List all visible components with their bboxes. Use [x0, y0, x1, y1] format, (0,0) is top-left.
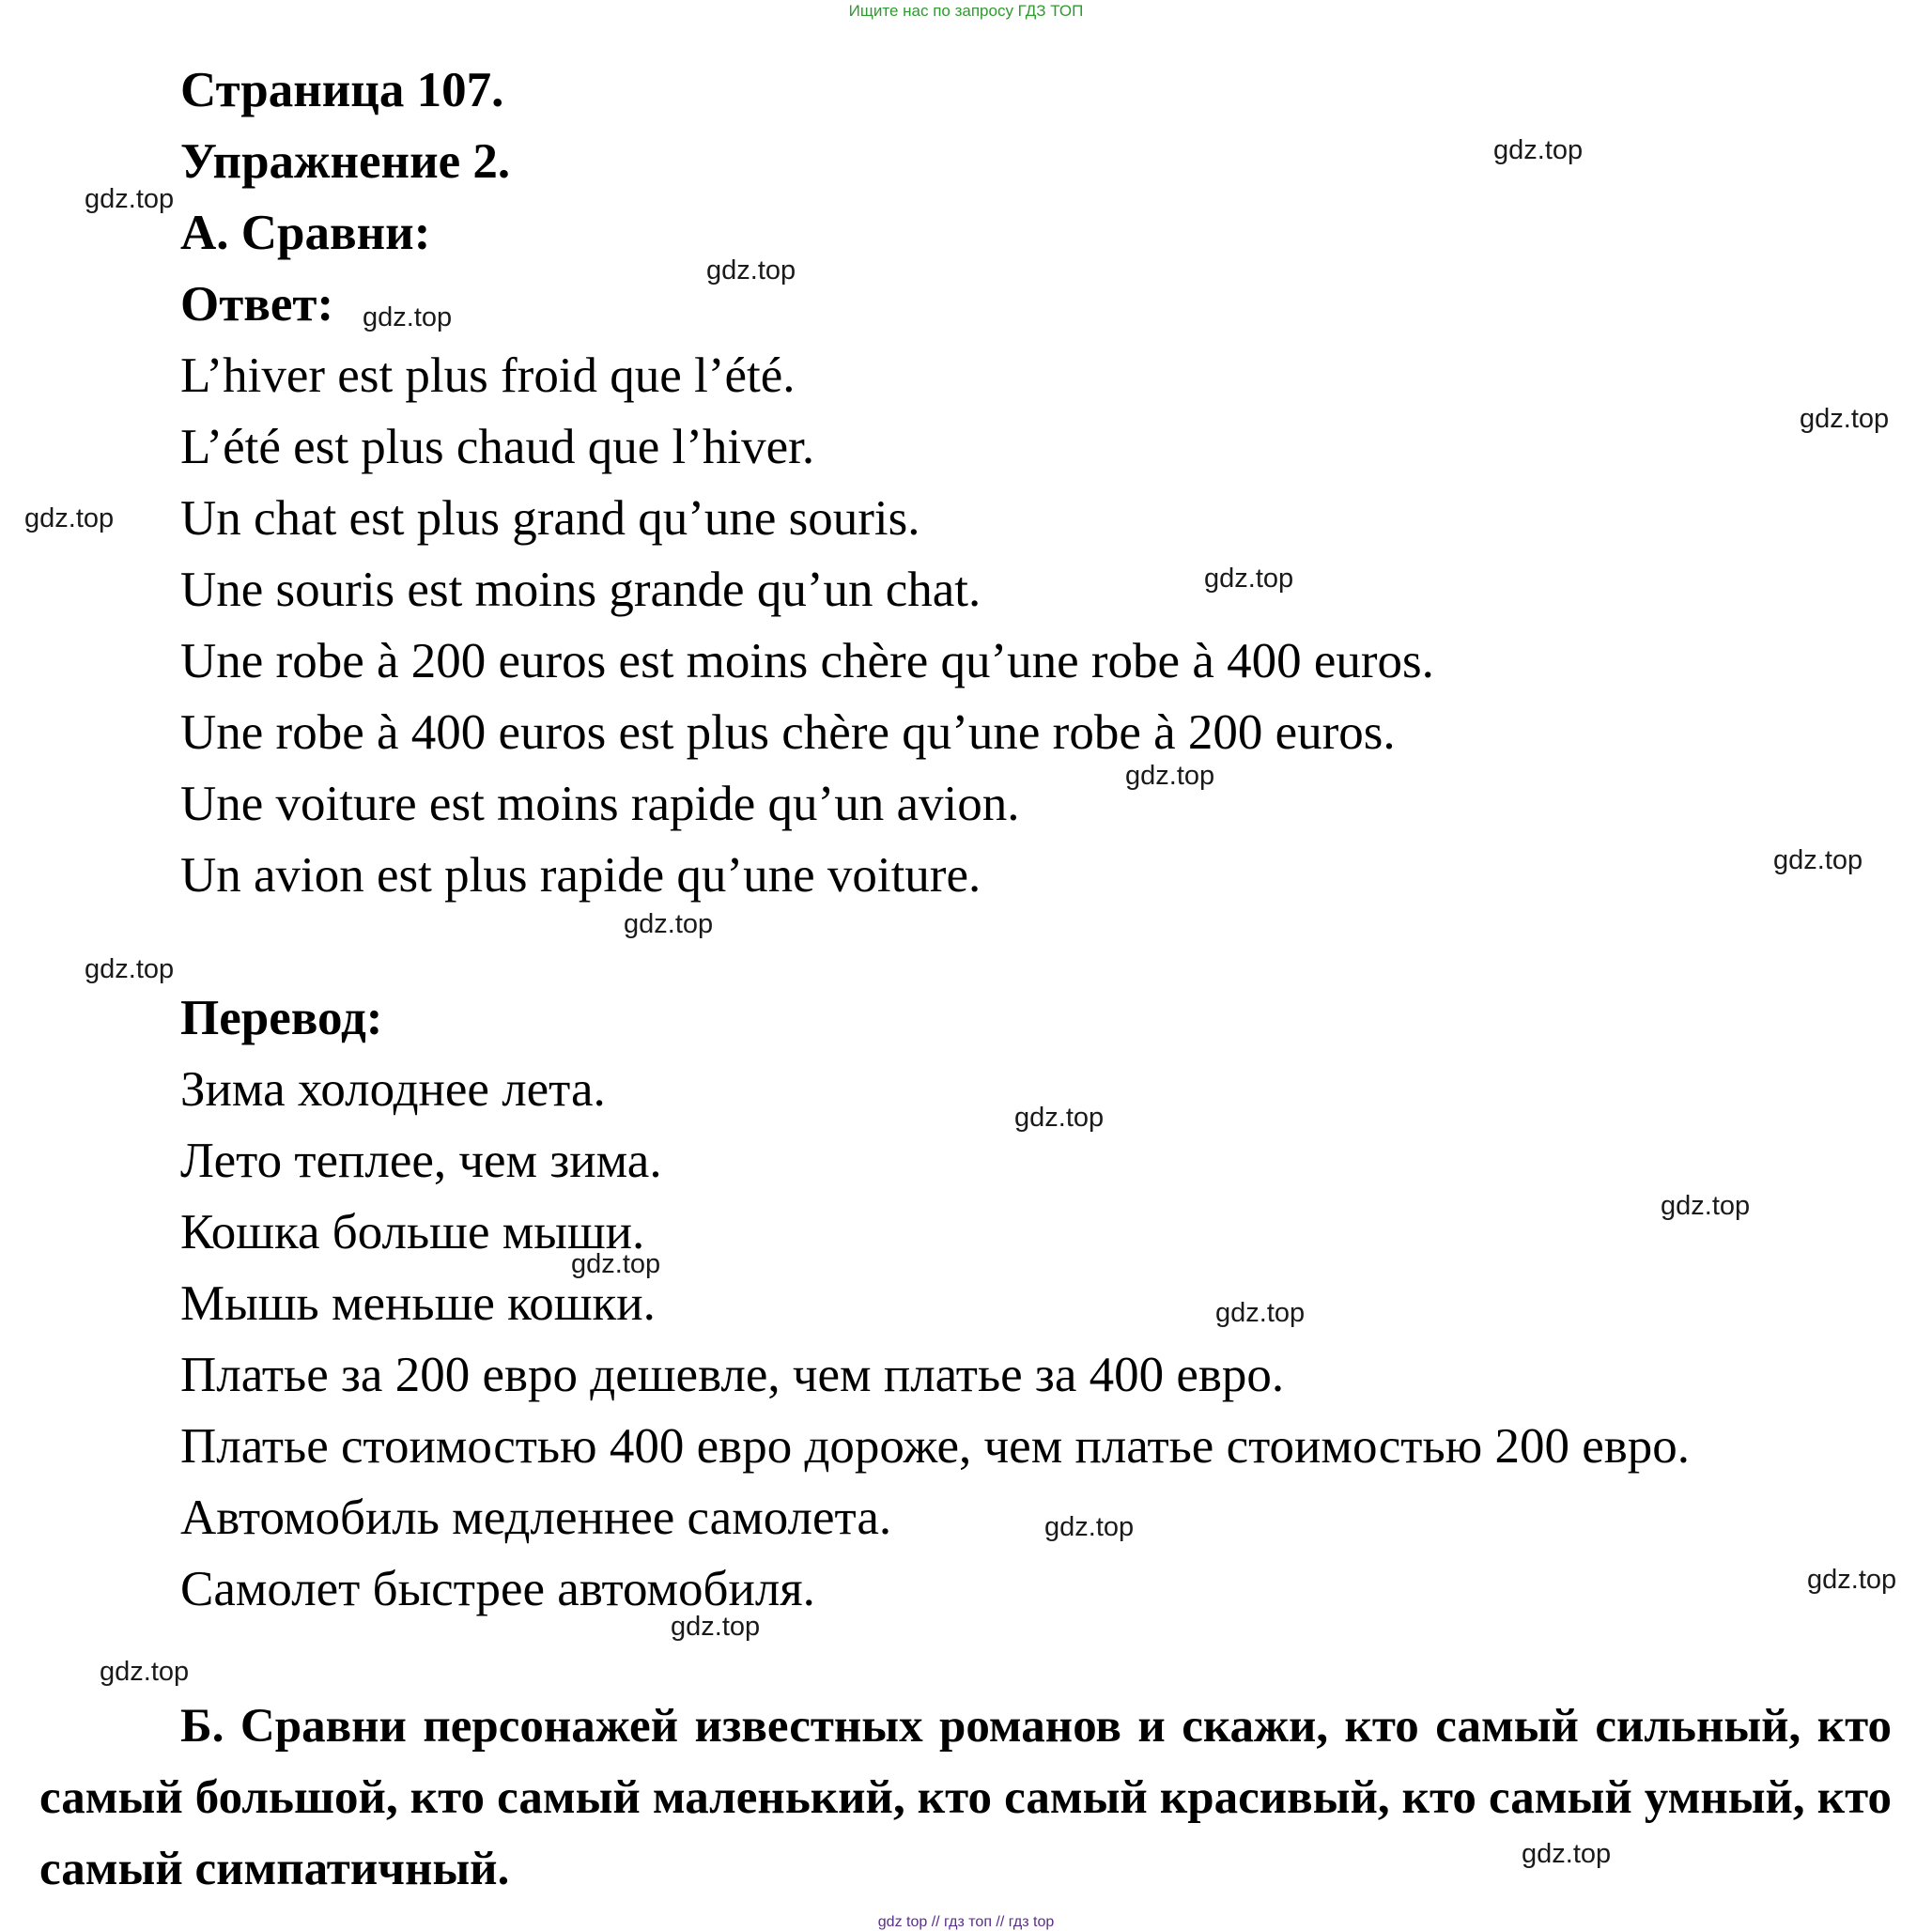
translation-label: Перевод:: [180, 991, 383, 1045]
answer-line-7: Une voiture est moins rapide qu’un avion.: [180, 777, 1020, 831]
translation-line-5: Платье за 200 евро дешевле, чем платье за 400 евро.: [180, 1348, 1285, 1402]
watermark: gdz.top: [100, 1657, 190, 1687]
answer-line-8: Un avion est plus rapide qu’une voiture.: [180, 848, 981, 903]
top-banner: Ищите нас по запросу ГДЗ ТОП: [848, 2, 1084, 20]
bottom-banner: gdz top // гдз топ // гдз top: [877, 1914, 1055, 1930]
exercise-heading: Упражнение 2.: [180, 134, 511, 189]
answer-line-4: Une souris est moins grande qu’un chat.: [180, 563, 981, 617]
watermark: gdz.top: [1807, 1565, 1897, 1595]
watermark: gdz.top: [671, 1612, 761, 1642]
watermark: gdz.top: [624, 909, 714, 939]
translation-line-1: Зима холоднее лета.: [180, 1062, 606, 1117]
watermark: gdz.top: [1522, 1839, 1612, 1869]
answer-line-6: Une robe à 400 euros est plus chère qu’une robe à 200 euros.: [180, 705, 1396, 760]
translation-line-6: Платье стоимостью 400 евро дороже, чем платье стоимостью 200 евро.: [180, 1419, 1691, 1474]
watermark: gdz.top: [85, 954, 175, 984]
watermark: gdz.top: [571, 1249, 661, 1279]
answer-line-1: L’hiver est plus froid que l’été.: [180, 348, 796, 403]
translation-line-8: Самолет быстрее автомобиля.: [180, 1562, 815, 1616]
watermark: gdz.top: [1661, 1191, 1751, 1221]
answer-line-2: L’été est plus chaud que l’hiver.: [180, 420, 815, 474]
translation-line-3: Кошка больше мыши.: [180, 1205, 645, 1259]
watermark: gdz.top: [1014, 1103, 1105, 1133]
translation-line-4: Мышь меньше кошки.: [180, 1276, 656, 1331]
translation-line-2: Лето теплее, чем зима.: [180, 1134, 662, 1188]
task-b-paragraph: [39, 1691, 1892, 1905]
task-b-text: Б. Сравни персонажей известных романов и скажи, кто самый сильный, кто самый большой, кто самый маленький, кто самый красивый, кто самый умный, кто самый симпатичный.: [39, 1700, 1892, 1895]
watermark: gdz.top: [1125, 761, 1215, 791]
answer-line-5: Une robe à 200 euros est moins chère qu’une robe à 400 euros.: [180, 634, 1434, 688]
watermark: gdz.top: [706, 255, 796, 286]
watermark: gdz.top: [1493, 135, 1584, 165]
watermark: gdz.top: [1215, 1298, 1306, 1328]
watermark: gdz.top: [1204, 564, 1294, 594]
task-a-heading: А. Сравни:: [180, 206, 431, 260]
page-number-heading: Страница 107.: [180, 63, 504, 117]
watermark: gdz.top: [85, 184, 175, 214]
watermark: gdz.top: [1800, 404, 1890, 434]
answer-label: Ответ:: [180, 277, 334, 332]
watermark: gdz.top: [363, 302, 453, 332]
watermark: gdz.top: [1773, 845, 1863, 875]
translation-line-7: Автомобиль медленнее самолета.: [180, 1491, 892, 1545]
watermark: gdz.top: [24, 503, 115, 533]
watermark: gdz.top: [1044, 1512, 1135, 1542]
answer-line-3: Un chat est plus grand qu’une souris.: [180, 491, 920, 546]
